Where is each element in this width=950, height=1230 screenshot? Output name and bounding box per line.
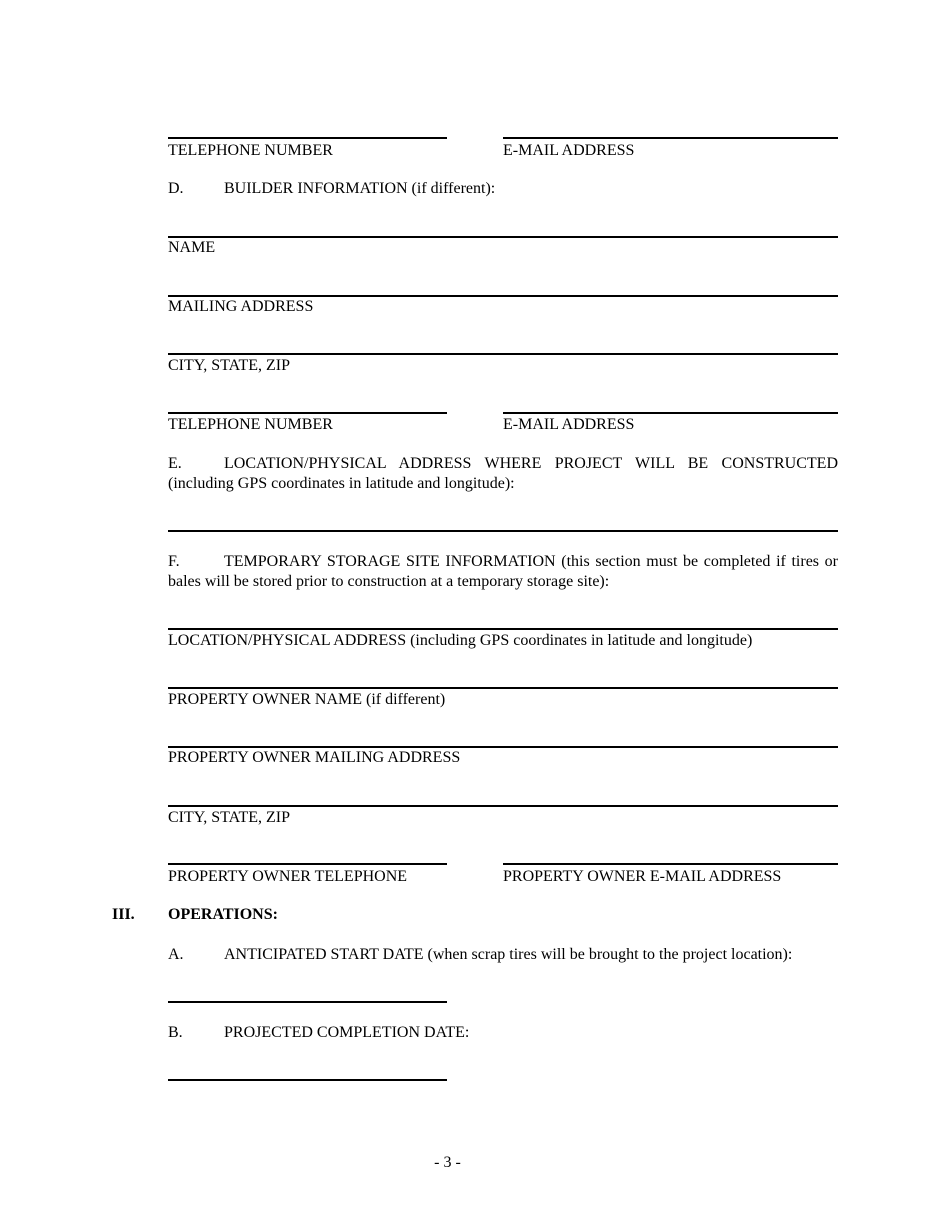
- section-f-text: TEMPORARY STORAGE SITE INFORMATION (this section must be completed if tires or bales will be stored prior to construction at a temporary storage site):: [168, 553, 838, 590]
- start-date-line[interactable]: [168, 1001, 447, 1003]
- telephone-line[interactable]: [168, 137, 447, 139]
- email-label: E-MAIL ADDRESS: [503, 142, 635, 159]
- builder-name-label: NAME: [168, 239, 216, 256]
- section-e-letter: E.: [168, 455, 182, 472]
- owner-city-line[interactable]: [168, 805, 838, 807]
- section-iii-title: OPERATIONS:: [168, 906, 278, 923]
- section-iii-b-text: PROJECTED COMPLETION DATE:: [224, 1024, 470, 1041]
- completion-date-line[interactable]: [168, 1079, 447, 1081]
- project-location-line[interactable]: [168, 530, 838, 532]
- section-d-heading: [168, 179, 495, 199]
- owner-name-line[interactable]: [168, 687, 838, 689]
- builder-email-label: E-MAIL ADDRESS: [503, 416, 635, 433]
- section-e-text: LOCATION/PHYSICAL ADDRESS WHERE PROJECT WILL BE CONSTRUCTED (including GPS coordinates in latitude and longitude):: [168, 455, 838, 492]
- telephone-label: TELEPHONE NUMBER: [168, 142, 333, 159]
- storage-location-line[interactable]: [168, 628, 838, 630]
- builder-telephone-line[interactable]: [168, 412, 447, 414]
- builder-email-line[interactable]: [503, 412, 838, 414]
- section-iii-numeral: III.: [112, 906, 135, 923]
- section-f-letter: F.: [168, 553, 180, 570]
- owner-city-label: CITY, STATE, ZIP: [168, 809, 290, 826]
- section-iii-a-letter: A.: [168, 946, 184, 963]
- page-number: - 3 -: [434, 1154, 461, 1171]
- owner-name-label: PROPERTY OWNER NAME (if different): [168, 691, 446, 708]
- section-f-paragraph: [168, 552, 838, 592]
- owner-telephone-label: PROPERTY OWNER TELEPHONE: [168, 868, 408, 885]
- owner-email-line[interactable]: [503, 863, 838, 865]
- builder-mailing-label: MAILING ADDRESS: [168, 298, 314, 315]
- owner-email-label: PROPERTY OWNER E-MAIL ADDRESS: [503, 868, 782, 885]
- email-line[interactable]: [503, 137, 838, 139]
- section-iii-b-heading: [168, 1023, 469, 1043]
- owner-mailing-label: PROPERTY OWNER MAILING ADDRESS: [168, 749, 461, 766]
- builder-name-line[interactable]: [168, 236, 838, 238]
- builder-telephone-label: TELEPHONE NUMBER: [168, 416, 333, 433]
- section-iii-a-text: ANTICIPATED START DATE (when scrap tires will be brought to the project location):: [224, 946, 793, 963]
- section-e-paragraph: [168, 454, 838, 494]
- section-iii-a-heading: [168, 945, 792, 965]
- builder-city-line[interactable]: [168, 353, 838, 355]
- section-d-title: BUILDER INFORMATION (if different):: [224, 180, 496, 197]
- builder-city-label: CITY, STATE, ZIP: [168, 357, 290, 374]
- owner-telephone-line[interactable]: [168, 863, 447, 865]
- storage-location-label: LOCATION/PHYSICAL ADDRESS (including GPS coordinates in latitude and longitude): [168, 632, 753, 649]
- section-iii-b-letter: B.: [168, 1024, 183, 1041]
- section-d-letter: D.: [168, 180, 184, 197]
